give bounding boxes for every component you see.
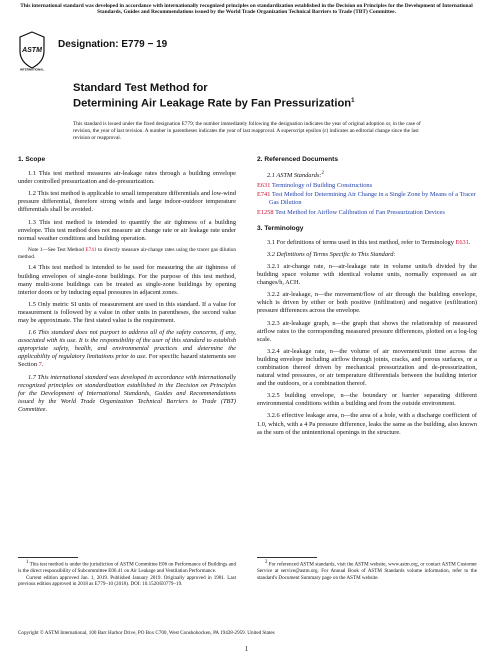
paragraph-1-5: 1.5 Only metric SI units of measurement are used in this standard. If a value for measurement is followed by a value in other units in parentheses, the second value may be approximate. The first stated value is the requirement. <box>18 300 236 324</box>
link-e631[interactable]: E631 <box>455 238 469 246</box>
paragraph-3-1: 3.1 For definitions of terms used in this test method, refer to Terminology E631. <box>267 238 471 246</box>
footnote-2: $^2$ For referenced ASTM standards, visit the ASTM website, www.astm.org, or contact ASTM Customer Service at service@astm.org. For Annual Book of ASTM Standards volume information, refer to the standard's Document Summary page on the ASTM website. <box>257 560 477 581</box>
paragraph-2-1: 2.1 ASTM Standards:$^2$ <box>267 171 324 180</box>
ref-item-e741[interactable]: E741 Test Method for Determining Air Change in a Single Zone by Means of a Tracer Gas Dilution <box>257 191 476 207</box>
tbt-banner: This international standard was developed in accordance with internationally recognized principles on standardization established in the Decision on Principles for the Development of International Standards, Guides and Recommendations issued by the World Trade Organization Technical Barriers to Trade (TBT) Committee. <box>20 3 473 16</box>
page-number: 1 <box>244 645 249 653</box>
footnote-1-edition: Current edition approved Jan. 1, 2019. Published January 2019. Originally approved in 1981. Last previous edition approved in 2018 as E779–10 (2018). DOI: 10.1520/E0779–19. <box>18 574 236 587</box>
footnote-rule-right <box>257 557 317 558</box>
logo-subtext: INTERNATIONAL <box>19 67 45 71</box>
paragraph-1-1: 1.1 This test method measures air-leakage rates through a building envelope under controlled pressurization and de-pressurization. <box>18 170 236 186</box>
paragraph-3-2-5: 3.2.5 building envelope, n—the boundary or barrier separating different environmental conditions within a building and from the outside environment. <box>257 392 477 408</box>
designation: Designation: E779 − 19 <box>58 39 168 50</box>
footnote-1: $^1$ This test method is under the jurisdiction of ASTM Committee E06 on Performance of Buildings and is the direct responsibility of Subcommittee E06.41 on Air Leakage and Ventilation Performance. Current edition approved Jan. 1, 2019. Published January 2019. Originally approved in 1981. Last previous edition approved in 2018 as E779–10 (2018). DOI: 10.1520/E0779–19. <box>18 560 237 587</box>
paragraph-3-2-6: 3.2.6 effective leakage area, n—the area of a hole, with a discharge coefficient of 1.0, which, with a 4 Pa pressure difference, leaks the same as the building, also known as the sum of the unintentional openings in the structure. <box>257 412 477 436</box>
ref-item-e1258[interactable]: E1258 Test Method for Airflow Calibration of Fan Pressurization Devices <box>257 208 445 216</box>
title-line-2: Determining Air Leakage Rate by Fan Pressurization$^1$ <box>73 97 355 110</box>
right-column <box>257 156 477 441</box>
paragraph-3-2-1: 3.2.1 air-change rate, n—air-leakage rate in volume units/h divided by the building space volume with identical volume units, normally expressed as air changes/h, ACH. <box>257 262 477 287</box>
paragraph-1-6: 1.6 This standard does not purport to address all of the safety concerns, if any, associated with its use. It is the responsibility of the user of this standard to establish appropriate safety, health, and environmental practices and determine the applicability of regulatory limitations prior to use. For specific hazard statements see Section 7. <box>18 329 237 369</box>
footnote-rule-left <box>18 557 78 558</box>
title-line-1: Standard Test Method for <box>73 82 208 94</box>
paragraph-3-2: 3.2 Definitions of Terms Specific to This Standard: <box>267 250 396 258</box>
section-heading-scope: 1. Scope <box>18 156 46 163</box>
paragraph-3-2-3: 3.2.3 air-leakage graph, n—the graph that shows the relationship of measured airflow rates to the corresponding measured pressure differences, plotted on a log-log scale. <box>257 319 477 343</box>
paragraph-3-2-4: 3.2.4 air-leakage rate, n—the volume of air movement/unit time across the building envelope including airflow through joints, cracks, and porous surfaces, or a combination thereof driven by mechanical pressurization and de-pressurization, natural wind pressures, or air temperature differentials between the building interior and the outdoors, or a combination thereof. <box>257 347 477 388</box>
link-section-7[interactable]: 7 <box>38 361 42 369</box>
page-title <box>73 82 433 111</box>
paragraph-1-3: 1.3 This test method is intended to quantify the air tightness of a building envelope. This test method does not measure air change rate or air leakage rate under normal weather conditions and building operation. <box>18 218 236 242</box>
title-footnote-marker: 1 <box>351 98 355 104</box>
paragraph-3-2-2: 3.2.2 air-leakage, n—the movement/flow of air through the building envelope, which is driven by either or both positive (infiltration) and negative (exfiltration) pressure differences across the envelope. <box>257 291 477 315</box>
paragraph-1-4: 1.4 This test method is intended to be used for measuring the air tightness of building envelopes of single-zone buildings. For the purpose of this test method, many multi-zone buildings can be treated as single-zone buildings by opening interior doors or by inducing equal pressures in adjacent zones. <box>18 264 236 296</box>
section-heading-referenced-documents: 2. Referenced Documents <box>257 156 338 163</box>
left-column <box>18 156 236 418</box>
copyright-line: Copyright © ASTM International, 100 Barr Harbor Drive, PO Box C700, West Conshohocken, PA 19428-2959. United States <box>18 630 275 636</box>
paragraph-1-7: 1.7 This international standard was developed in accordance with internationally recognized principles on standardization established in the Decision on Principles for the Development of International Standards, Guides and Recommendations issued by the World Trade Organization Technical Barriers to Trade (TBT) Committee. <box>18 373 236 413</box>
paragraph-1-2: 1.2 This test method is applicable to small temperature differentials and low-wind pressure differential, therefore strong winds and large indoor-outdoor temperature differentials shall be avoided. <box>18 190 236 214</box>
logo-text: ASTM <box>22 47 42 54</box>
note-1: Note 1—See Test Method E741 to directly measure air-change rates using the tracer gas dilution method. <box>18 246 236 260</box>
section-heading-terminology: 3. Terminology <box>257 224 304 232</box>
astm-logo <box>18 31 46 71</box>
astm-logo-icon <box>18 31 46 71</box>
ref-item-e631[interactable]: E631 Terminology of Building Constructions <box>257 182 373 190</box>
link-e741-note[interactable]: E741 <box>85 246 97 253</box>
standard-note: This standard is issued under the fixed designation E779; the number immediately following the designation indicates the year of original adoption or, in the case of revision, the year of last revision. A number in parentheses indicates the year of last reapproval. A superscript epsilon (ε) indicates an editorial change since the last revision or reapproval. <box>73 121 421 141</box>
